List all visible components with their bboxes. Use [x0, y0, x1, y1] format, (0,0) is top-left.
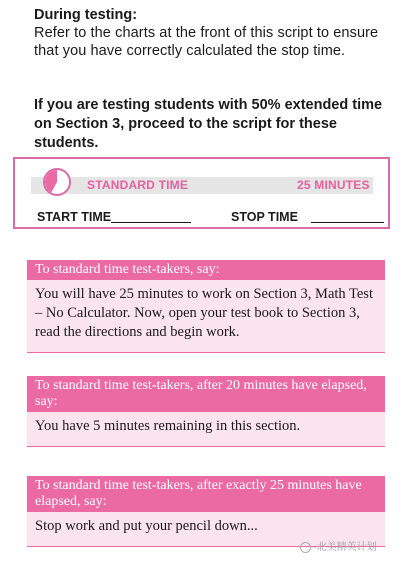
script-standard-25min [27, 476, 385, 547]
start-time-label: START TIME [37, 210, 112, 224]
clock-fill [45, 170, 69, 194]
standard-time-box [13, 157, 390, 229]
script-body: You have 5 minutes remaining in this section. [27, 412, 385, 447]
script-body: You will have 25 minutes to work on Section 3, Math Test – No Calculator. Now, open your test book to Section 3, read the directions and begin work. [27, 280, 385, 353]
standard-time-label: STANDARD TIME [87, 178, 189, 192]
stop-time-label: STOP TIME [231, 210, 298, 224]
script-standard-20min [27, 376, 385, 447]
watermark [300, 538, 377, 553]
extended-time-notice: If you are testing students with 50% extended time on Section 3, proceed to the script for these students. [34, 97, 383, 151]
script-body: Stop work and put your pencil down... [27, 512, 385, 547]
script-heading: To standard time test-takers, say: [27, 260, 385, 280]
wechat-icon [300, 542, 311, 553]
duration-label: 25 MINUTES [297, 178, 370, 192]
intro-block [34, 6, 389, 60]
watermark-text: -北美精英计划 [313, 542, 377, 553]
script-heading: To standard time test-takers, after 20 minutes have elapsed, say: [27, 376, 385, 412]
stop-time-blank [311, 222, 384, 223]
intro-text: Refer to the charts at the front of this script to ensure that you have correctly calculated the stop time. [34, 25, 379, 59]
script-standard-start [27, 260, 385, 353]
script-heading: To standard time test-takers, after exactly 25 minutes have elapsed, say: [27, 476, 385, 512]
intro-heading: During testing: [34, 7, 138, 23]
start-time-blank [111, 222, 191, 223]
clock-icon [43, 168, 71, 196]
